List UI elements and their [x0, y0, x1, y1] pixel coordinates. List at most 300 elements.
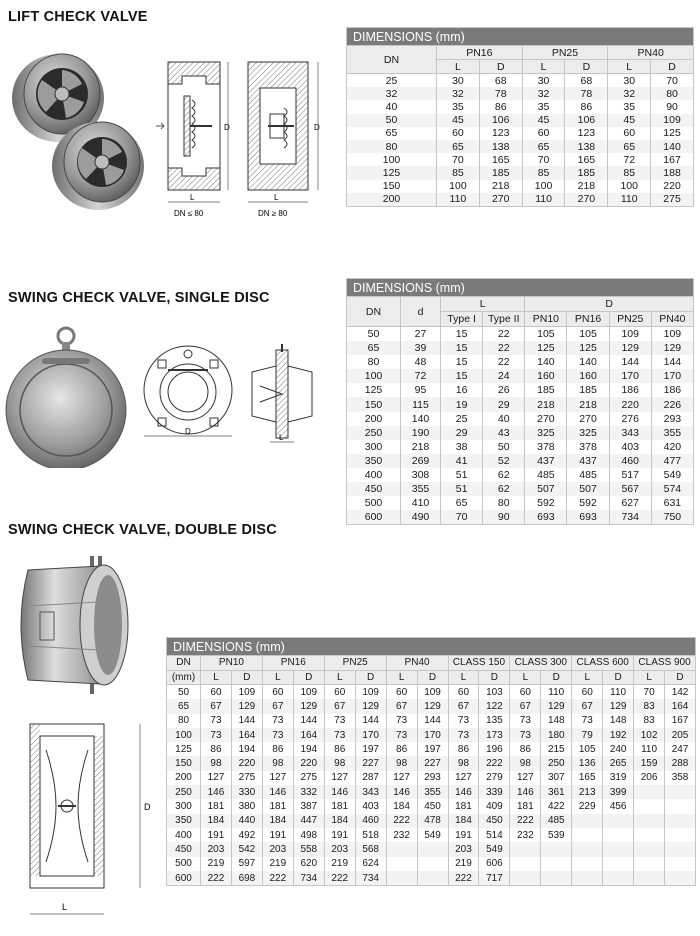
- table-cell: 50: [167, 685, 201, 700]
- table-cell: 65: [608, 140, 651, 153]
- table-cell: 85: [522, 166, 565, 179]
- table-row: [347, 383, 694, 397]
- sub-header: D: [355, 670, 386, 685]
- table-cell: 140: [525, 355, 567, 369]
- table-cell: 90: [651, 100, 694, 113]
- table-row: [347, 426, 694, 440]
- table-cell: 517: [609, 468, 651, 482]
- group-header: PN40: [386, 656, 448, 671]
- table-cell: 125: [347, 166, 437, 179]
- table-cell: 197: [355, 742, 386, 756]
- table-row: [167, 842, 696, 856]
- table-cell: 159: [634, 756, 665, 770]
- table-cell: 144: [417, 714, 448, 728]
- table-cell: 86: [510, 742, 541, 756]
- table-cell: 400: [347, 468, 401, 482]
- table-cell: 222: [386, 814, 417, 828]
- table-cell: 62: [483, 482, 525, 496]
- table-cell: 144: [355, 714, 386, 728]
- table-cell: 275: [231, 771, 262, 785]
- sub-header: D: [417, 670, 448, 685]
- table-cell: 73: [386, 714, 417, 728]
- table-cell: 60: [262, 685, 293, 700]
- sub-header: L: [262, 670, 293, 685]
- table-cell: 27: [401, 327, 441, 342]
- sub-header: D: [651, 60, 694, 74]
- table-cell: 38: [441, 440, 483, 454]
- lift-check-valve-title: LIFT CHECK VALVE: [8, 9, 148, 25]
- table-cell: [510, 871, 541, 886]
- table-cell: 105: [567, 327, 609, 342]
- single-dn-header: DN: [347, 297, 401, 327]
- table-cell: 184: [386, 799, 417, 813]
- table-cell: 51: [441, 482, 483, 496]
- sub-header: PN25: [609, 312, 651, 327]
- table-cell: [665, 871, 696, 886]
- table-cell: 109: [231, 685, 262, 700]
- table-cell: 148: [603, 714, 634, 728]
- table-cell: 170: [609, 369, 651, 383]
- sub-header: L: [522, 60, 565, 74]
- sub-header: Type II: [483, 312, 525, 327]
- table-cell: [634, 814, 665, 828]
- table-row: [347, 496, 694, 510]
- table-cell: 41: [441, 454, 483, 468]
- single-disc-side-drawing: [248, 344, 324, 444]
- table-cell: [634, 871, 665, 886]
- table-row: [347, 74, 694, 88]
- table-cell: 78: [479, 87, 522, 100]
- table-cell: 219: [201, 857, 232, 871]
- table-cell: 144: [609, 355, 651, 369]
- table-cell: 90: [483, 510, 525, 525]
- table-cell: 115: [401, 397, 441, 411]
- lift-valve-drawing-small: [154, 56, 240, 222]
- table-cell: 606: [479, 857, 510, 871]
- table-cell: 387: [293, 799, 324, 813]
- sub-header: D: [665, 670, 696, 685]
- table-cell: 293: [417, 771, 448, 785]
- table-cell: 140: [401, 412, 441, 426]
- table-cell: 109: [651, 114, 694, 127]
- table-cell: 98: [448, 756, 479, 770]
- table-cell: 184: [324, 814, 355, 828]
- table-cell: [541, 871, 572, 886]
- table-cell: 422: [541, 799, 572, 813]
- sub-header: PN40: [651, 312, 693, 327]
- table-cell: 110: [522, 193, 565, 207]
- table-cell: [417, 857, 448, 871]
- table-cell: 409: [479, 799, 510, 813]
- sub-header: L: [448, 670, 479, 685]
- table-cell: 123: [479, 127, 522, 140]
- table-row: [347, 454, 694, 468]
- table-cell: 35: [522, 100, 565, 113]
- table-row: [347, 397, 694, 411]
- table-cell: 420: [651, 440, 693, 454]
- table-cell: 26: [483, 383, 525, 397]
- table-cell: 226: [651, 397, 693, 411]
- sub-header: D: [541, 670, 572, 685]
- table-cell: 549: [479, 842, 510, 856]
- table-cell: 73: [572, 714, 603, 728]
- table-cell: 627: [609, 496, 651, 510]
- table-cell: 549: [651, 468, 693, 482]
- lift-small-dim-l: L: [190, 193, 195, 202]
- table-cell: 110: [603, 685, 634, 700]
- table-cell: 380: [231, 799, 262, 813]
- table-cell: 45: [437, 114, 480, 127]
- table-cell: 734: [293, 871, 324, 886]
- table-cell: 83: [634, 714, 665, 728]
- group-header: CLASS 600: [572, 656, 634, 671]
- table-cell: 32: [437, 87, 480, 100]
- table-cell: 750: [651, 510, 693, 525]
- table-cell: [603, 828, 634, 842]
- table-cell: 330: [231, 785, 262, 799]
- table-row: [167, 814, 696, 828]
- table-row: [347, 153, 694, 166]
- table-cell: 25: [347, 74, 437, 88]
- table-cell: [665, 857, 696, 871]
- table-cell: 138: [479, 140, 522, 153]
- double-disc-drawing: [16, 720, 166, 926]
- table-cell: 549: [417, 828, 448, 842]
- table-cell: 73: [201, 714, 232, 728]
- group-header: CLASS 150: [448, 656, 510, 671]
- table-cell: 200: [167, 771, 201, 785]
- table-cell: 140: [567, 355, 609, 369]
- table-cell: 165: [565, 153, 608, 166]
- table-cell: 325: [567, 426, 609, 440]
- table-cell: 227: [417, 756, 448, 770]
- table-cell: 276: [609, 412, 651, 426]
- table-cell: 103: [479, 685, 510, 700]
- table-cell: 48: [401, 355, 441, 369]
- table-cell: 477: [651, 454, 693, 468]
- table-cell: 70: [441, 510, 483, 525]
- table-cell: 73: [448, 714, 479, 728]
- table-cell: 308: [401, 468, 441, 482]
- table-cell: 232: [386, 828, 417, 842]
- table-cell: 146: [448, 785, 479, 799]
- table-cell: 144: [231, 714, 262, 728]
- table-cell: 67: [510, 699, 541, 713]
- table-cell: 355: [401, 482, 441, 496]
- table-cell: 98: [262, 756, 293, 770]
- table-cell: 100: [347, 369, 401, 383]
- table-cell: 222: [324, 871, 355, 886]
- table-cell: 165: [572, 771, 603, 785]
- table-cell: [510, 857, 541, 871]
- table-cell: 129: [609, 341, 651, 355]
- table-cell: 229: [572, 799, 603, 813]
- table-cell: 70: [651, 74, 694, 88]
- table-cell: 25: [441, 412, 483, 426]
- table-cell: [541, 857, 572, 871]
- table-cell: 129: [231, 699, 262, 713]
- sub-header: PN10: [525, 312, 567, 327]
- sub-header: D: [231, 670, 262, 685]
- double-disc-title: SWING CHECK VALVE, DOUBLE DISC: [8, 522, 277, 538]
- table-row: [347, 355, 694, 369]
- table-cell: [603, 842, 634, 856]
- table-cell: 191: [324, 828, 355, 842]
- table-cell: 440: [231, 814, 262, 828]
- sub-header: D: [479, 670, 510, 685]
- table-cell: 70: [634, 685, 665, 700]
- table-cell: 148: [541, 714, 572, 728]
- lift-dn-header: DN: [347, 46, 437, 74]
- table-cell: 106: [479, 114, 522, 127]
- table-cell: 50: [483, 440, 525, 454]
- single-l-header: L: [441, 297, 525, 312]
- table-cell: 222: [448, 871, 479, 886]
- sub-header: L: [608, 60, 651, 74]
- table-cell: 500: [167, 857, 201, 871]
- table-cell: 332: [293, 785, 324, 799]
- table-cell: 86: [201, 742, 232, 756]
- group-header: CLASS 300: [510, 656, 572, 671]
- table-cell: 206: [634, 771, 665, 785]
- table-cell: 60: [437, 127, 480, 140]
- lift-large-size-label: DN ≥ 80: [258, 209, 288, 218]
- table-cell: 122: [479, 699, 510, 713]
- sub-header: L: [386, 670, 417, 685]
- table-row: [167, 756, 696, 770]
- table-cell: [417, 842, 448, 856]
- table-row: [347, 127, 694, 140]
- table-cell: 60: [510, 685, 541, 700]
- table-cell: 355: [651, 426, 693, 440]
- table-cell: 15: [441, 355, 483, 369]
- sub-header: D: [603, 670, 634, 685]
- table-cell: 135: [479, 714, 510, 728]
- table-row: [167, 828, 696, 842]
- table-cell: 717: [479, 871, 510, 886]
- table-cell: 80: [347, 355, 401, 369]
- table-cell: 250: [541, 756, 572, 770]
- table-cell: 218: [479, 180, 522, 193]
- table-cell: 146: [386, 785, 417, 799]
- double-disc-valve-photo: [20, 550, 138, 700]
- table-row: [347, 193, 694, 207]
- table-cell: 592: [525, 496, 567, 510]
- table-cell: 191: [262, 828, 293, 842]
- table-cell: 500: [347, 496, 401, 510]
- table-cell: 22: [483, 327, 525, 342]
- table-cell: 279: [479, 771, 510, 785]
- table-cell: 127: [262, 771, 293, 785]
- table-cell: 19: [441, 397, 483, 411]
- table-cell: 400: [167, 828, 201, 842]
- table-cell: 67: [262, 699, 293, 713]
- table-row: [167, 857, 696, 871]
- table-cell: 170: [355, 728, 386, 742]
- table-cell: 146: [324, 785, 355, 799]
- table-cell: 343: [355, 785, 386, 799]
- table-cell: 15: [441, 369, 483, 383]
- table-cell: 164: [665, 699, 696, 713]
- table-cell: [603, 857, 634, 871]
- table-cell: 542: [231, 842, 262, 856]
- table-cell: 361: [541, 785, 572, 799]
- table-cell: 60: [608, 127, 651, 140]
- table-cell: [541, 842, 572, 856]
- table-cell: 110: [437, 193, 480, 207]
- table-cell: 460: [355, 814, 386, 828]
- sub-header: L: [437, 60, 480, 74]
- table-cell: 203: [262, 842, 293, 856]
- table-cell: 558: [293, 842, 324, 856]
- table-cell: 269: [401, 454, 441, 468]
- table-cell: 65: [437, 140, 480, 153]
- table-row: [347, 482, 694, 496]
- table-row: [167, 799, 696, 813]
- table-cell: 185: [479, 166, 522, 179]
- table-cell: 247: [665, 742, 696, 756]
- table-cell: 146: [262, 785, 293, 799]
- table-cell: [572, 814, 603, 828]
- table-cell: 191: [448, 828, 479, 842]
- table-cell: 184: [201, 814, 232, 828]
- table-cell: 300: [167, 799, 201, 813]
- table-cell: 109: [293, 685, 324, 700]
- table-cell: 72: [401, 369, 441, 383]
- table-cell: 80: [651, 87, 694, 100]
- table-cell: [417, 871, 448, 886]
- table-cell: 160: [525, 369, 567, 383]
- table-cell: 250: [167, 785, 201, 799]
- table-cell: 218: [401, 440, 441, 454]
- table-cell: 447: [293, 814, 324, 828]
- table-cell: 450: [167, 842, 201, 856]
- table-cell: 185: [565, 166, 608, 179]
- table-cell: 218: [567, 397, 609, 411]
- table-cell: 60: [324, 685, 355, 700]
- table-cell: 734: [355, 871, 386, 886]
- table-cell: 35: [608, 100, 651, 113]
- table-cell: 60: [201, 685, 232, 700]
- table-cell: 73: [262, 714, 293, 728]
- table-cell: 185: [567, 383, 609, 397]
- table-row: [347, 341, 694, 355]
- table-cell: 29: [483, 397, 525, 411]
- sub-header: D: [293, 670, 324, 685]
- table-cell: 167: [665, 714, 696, 728]
- table-cell: 109: [417, 685, 448, 700]
- single-disc-title: SWING CHECK VALVE, SINGLE DISC: [8, 290, 270, 306]
- group-header: PN25: [324, 656, 386, 671]
- table-row: [347, 440, 694, 454]
- table-cell: 67: [324, 699, 355, 713]
- table-cell: 95: [401, 383, 441, 397]
- table-cell: [634, 799, 665, 813]
- table-cell: 50: [347, 114, 437, 127]
- table-cell: 518: [355, 828, 386, 842]
- table-cell: 300: [347, 440, 401, 454]
- table-cell: 490: [401, 510, 441, 525]
- table-cell: 184: [262, 814, 293, 828]
- table-cell: 170: [417, 728, 448, 742]
- table-cell: [386, 842, 417, 856]
- table-cell: 200: [347, 412, 401, 426]
- table-cell: 287: [355, 771, 386, 785]
- table-cell: 140: [651, 140, 694, 153]
- sub-header: L: [510, 670, 541, 685]
- table-cell: 30: [608, 74, 651, 88]
- table-cell: 100: [608, 180, 651, 193]
- table-cell: 73: [262, 728, 293, 742]
- table-cell: 631: [651, 496, 693, 510]
- table-cell: 60: [572, 685, 603, 700]
- table-cell: 184: [448, 814, 479, 828]
- table-cell: 67: [201, 699, 232, 713]
- table-cell: 222: [479, 756, 510, 770]
- double-dn-unit: (mm): [167, 670, 201, 685]
- table-cell: 73: [510, 728, 541, 742]
- table-cell: 624: [355, 857, 386, 871]
- table-cell: 40: [347, 100, 437, 113]
- table-cell: 192: [603, 728, 634, 742]
- table-cell: 62: [483, 468, 525, 482]
- table-cell: [572, 828, 603, 842]
- table-cell: 568: [355, 842, 386, 856]
- table-cell: 150: [167, 756, 201, 770]
- double-table-title: DIMENSIONS (mm): [167, 638, 696, 656]
- table-cell: 123: [565, 127, 608, 140]
- table-cell: 403: [355, 799, 386, 813]
- table-cell: 73: [201, 728, 232, 742]
- table-cell: 110: [608, 193, 651, 207]
- table-cell: 129: [293, 699, 324, 713]
- sub-header: L: [634, 670, 665, 685]
- table-cell: 22: [483, 355, 525, 369]
- table-cell: 98: [510, 756, 541, 770]
- table-cell: 125: [651, 127, 694, 140]
- table-cell: [634, 857, 665, 871]
- table-cell: 498: [293, 828, 324, 842]
- table-cell: [386, 857, 417, 871]
- table-cell: 65: [522, 140, 565, 153]
- table-cell: 203: [448, 842, 479, 856]
- table-cell: 109: [651, 327, 693, 342]
- table-cell: 138: [565, 140, 608, 153]
- table-cell: 194: [231, 742, 262, 756]
- lift-large-dim-l: L: [274, 193, 279, 202]
- table-cell: 43: [483, 426, 525, 440]
- table-cell: 73: [386, 728, 417, 742]
- table-row: [347, 87, 694, 100]
- table-cell: 270: [567, 412, 609, 426]
- table-cell: 98: [324, 756, 355, 770]
- table-cell: 129: [355, 699, 386, 713]
- table-row: [347, 327, 694, 342]
- table-cell: 65: [347, 341, 401, 355]
- single-side-dim-l: L: [279, 433, 284, 442]
- table-cell: 620: [293, 857, 324, 871]
- table-cell: 40: [483, 412, 525, 426]
- table-cell: 222: [262, 871, 293, 886]
- table-cell: 218: [565, 180, 608, 193]
- table-cell: [665, 842, 696, 856]
- sub-header: L: [572, 670, 603, 685]
- table-cell: [603, 814, 634, 828]
- table-cell: 456: [603, 799, 634, 813]
- table-cell: 181: [448, 799, 479, 813]
- table-cell: 142: [665, 685, 696, 700]
- lift-table-title: DIMENSIONS (mm): [347, 28, 694, 46]
